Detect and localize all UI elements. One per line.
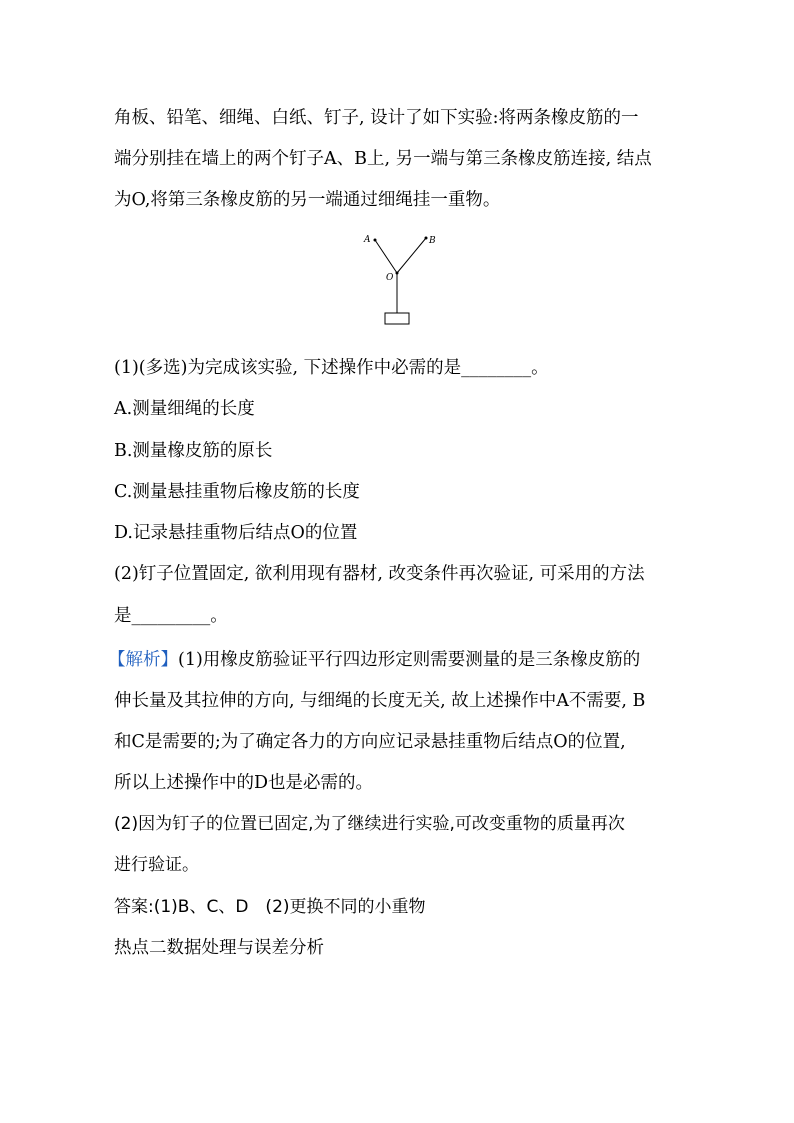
intro-line-2: 端分别挂在墙上的两个钉子A、B上, 另一端与第三条橡皮筋连接, 结点 (114, 149, 652, 169)
analysis-line-4: 所以上述操作中的D也是必需的。 (114, 773, 374, 793)
analysis-line-5: (2)因为钉子的位置已固定,为了继续进行实验,可改变重物的质量再次 (114, 814, 625, 834)
label-a: A (364, 235, 371, 245)
analysis-line-1 (108, 648, 684, 672)
analysis-tag: 【解析】 (108, 650, 178, 670)
analysis-line-2: 伸长量及其拉伸的方向, 与细绳的长度无关, 故上述操作中A不需要, B (114, 691, 646, 711)
label-o: O (386, 273, 394, 283)
answer-line: 答案:(1)B、C、D (2)更换不同的小重物 (114, 897, 426, 917)
rubber-band-oa (375, 240, 397, 273)
intro-line-1: 角板、铅笔、细绳、白纸、钉子, 设计了如下实验:将两条橡皮筋的一 (114, 108, 639, 128)
nail-a (374, 239, 377, 242)
option-b: B.测量橡皮筋的原长 (114, 441, 273, 461)
nail-b (425, 237, 428, 240)
option-d: D.记录悬挂重物后结点O的位置 (114, 523, 358, 543)
question-2-line-2: 是_________。 (114, 606, 228, 626)
option-a: A.测量细绳的长度 (114, 399, 255, 419)
rubber-band-ob (397, 238, 426, 273)
experiment-figure (360, 228, 440, 328)
intro-line-3: 为O,将第三条橡皮筋的另一端通过细绳挂一重物。 (114, 190, 501, 210)
analysis-line-1-text: (1)用橡皮筋验证平行四边形定则需要测量的是三条橡皮筋的 (178, 650, 641, 670)
question-1-stem: (1)(多选)为完成该实验, 下述操作中必需的是________。 (114, 358, 549, 378)
knot-o (396, 272, 399, 275)
weight-box (385, 313, 409, 324)
analysis-line-6: 进行验证。 (114, 855, 199, 875)
option-c: C.测量悬挂重物后橡皮筋的长度 (114, 482, 360, 502)
section-title: 热点二数据处理与误差分析 (114, 938, 324, 958)
question-2-line-1: (2)钉子位置固定, 欲利用现有器材, 改变条件再次验证, 可采用的方法 (114, 564, 645, 584)
label-b: B (429, 236, 436, 246)
analysis-line-3: 和C是需要的;为了确定各力的方向应记录悬挂重物后结点O的位置, (114, 732, 626, 752)
